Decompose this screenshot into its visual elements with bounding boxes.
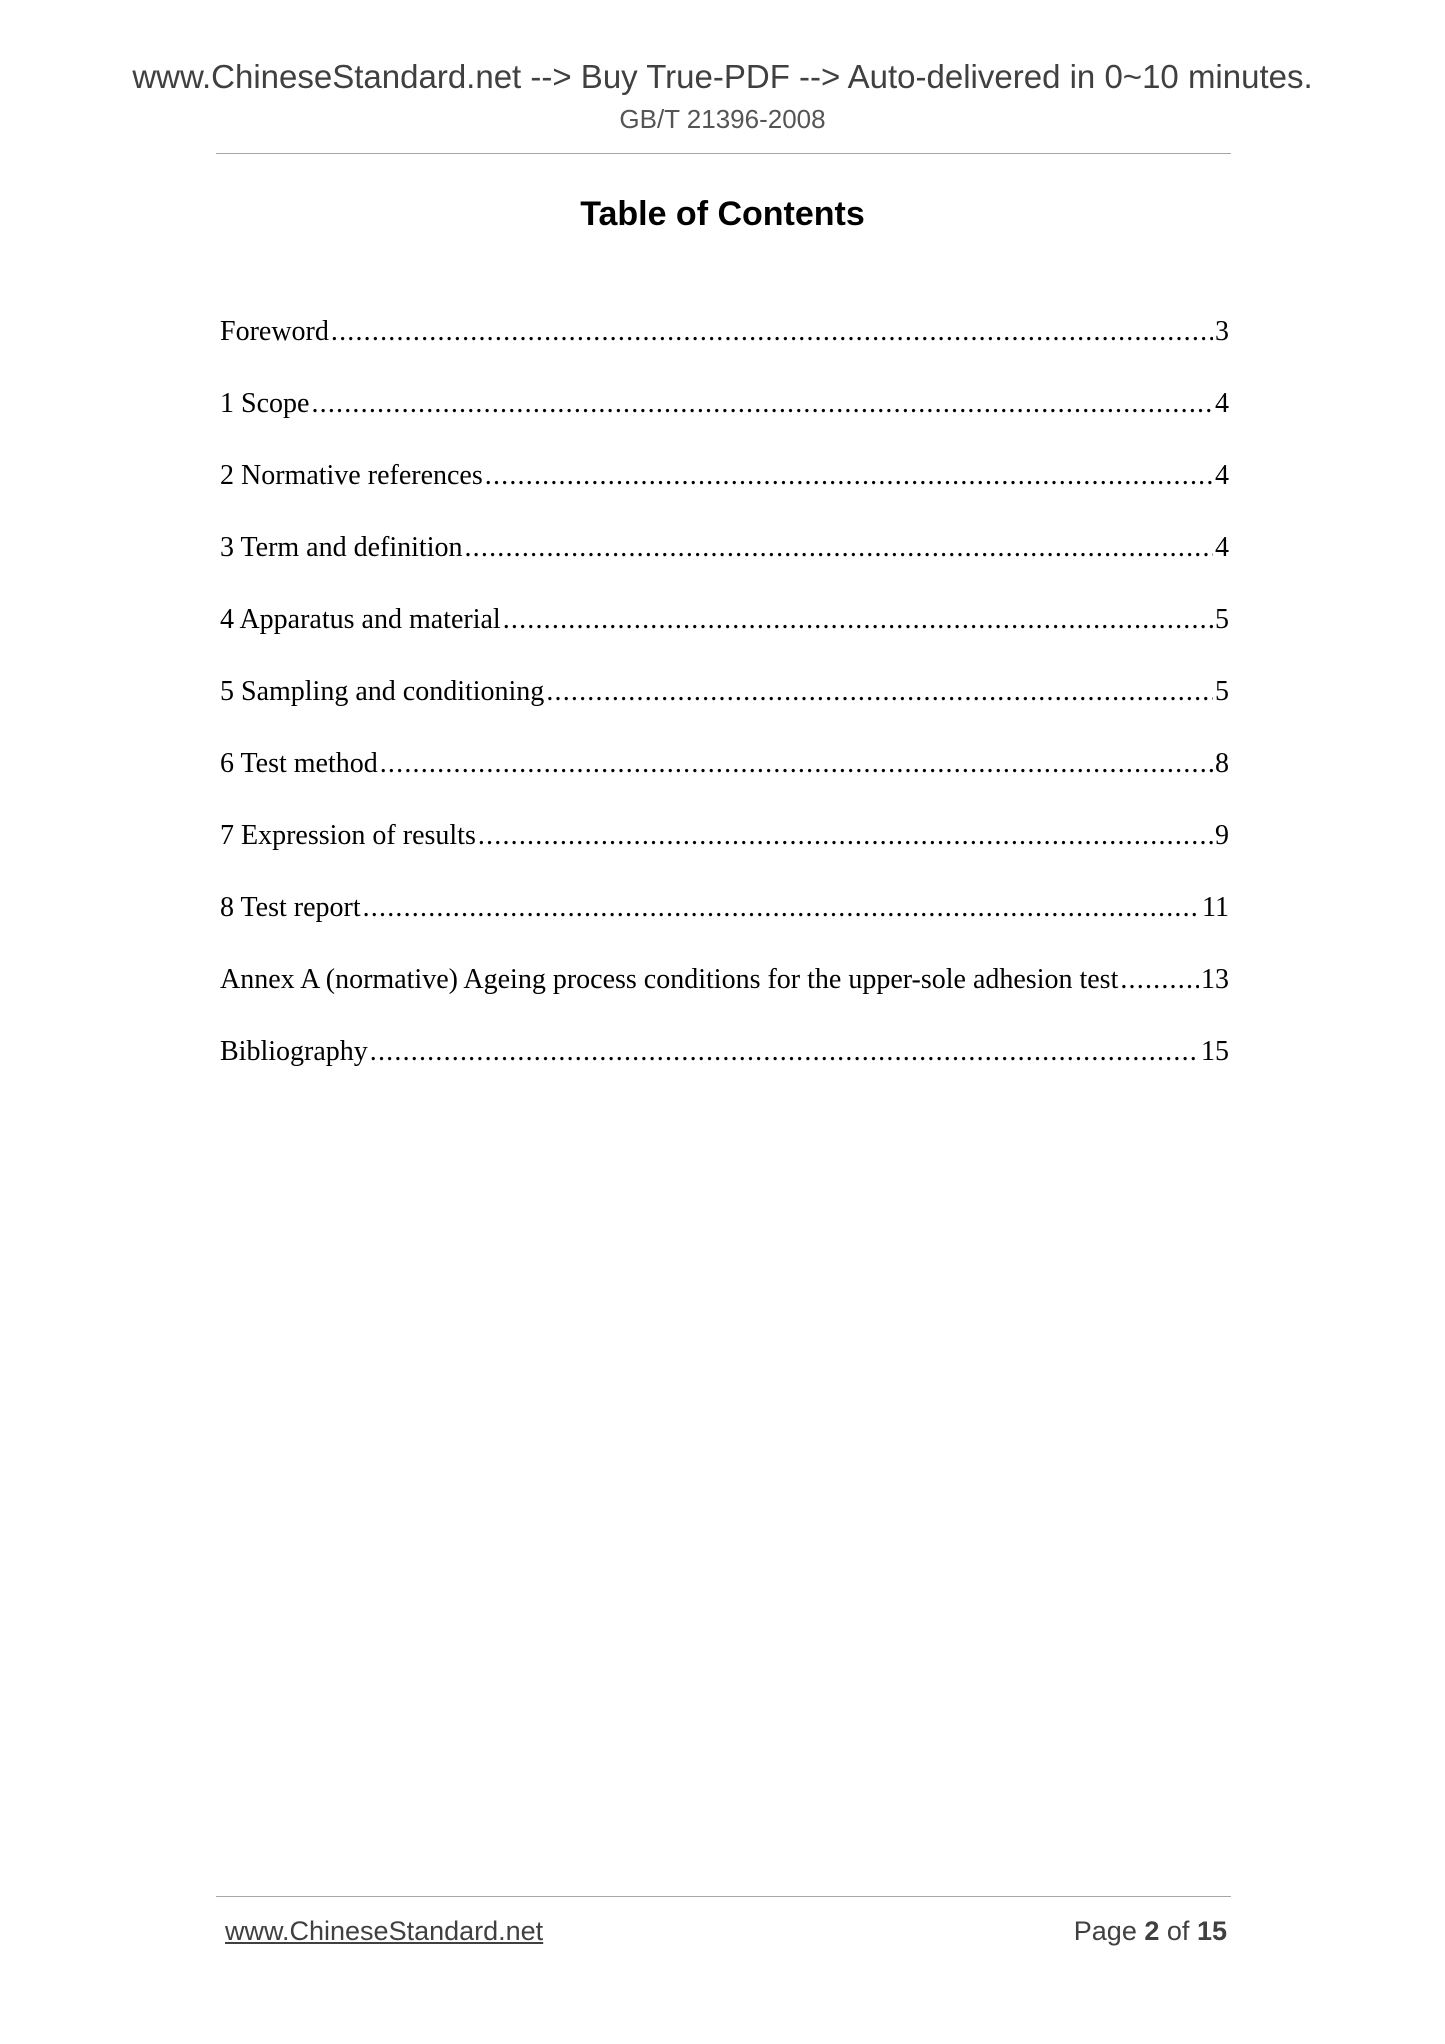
page-prefix: Page [1073, 1916, 1137, 1946]
toc-item-label: Foreword [220, 316, 329, 347]
toc-item-label: 3 Term and definition [220, 532, 463, 563]
header-divider [216, 153, 1231, 154]
toc-leader-dots [311, 384, 1213, 424]
toc-item-label: 7 Expression of results [220, 820, 476, 851]
toc-leader-dots [363, 888, 1200, 928]
toc-item-foreword[interactable] [220, 312, 1229, 384]
toc-item-scope[interactable] [220, 384, 1229, 456]
toc-item-label: Bibliography [220, 1036, 368, 1067]
toc-item-page: 4 [1215, 532, 1229, 563]
toc-item-page: 4 [1215, 460, 1229, 491]
toc-leader-dots [331, 312, 1213, 352]
toc-item-label: 2 Normative references [220, 460, 483, 491]
toc-item-page: 8 [1215, 748, 1229, 779]
toc-leader-dots [503, 600, 1213, 640]
page-counter [1074, 1914, 1227, 1948]
footer-site-link[interactable]: www.ChineseStandard.net [225, 1916, 544, 1946]
toc-item-normative-references[interactable] [220, 456, 1229, 528]
toc-item-sampling-and-conditioning[interactable] [220, 672, 1229, 744]
page-current: 2 [1144, 1916, 1160, 1946]
toc-item-page: 4 [1215, 388, 1229, 419]
toc-item-page: 11 [1202, 892, 1229, 923]
toc-item-label: 5 Sampling and conditioning [220, 676, 545, 707]
toc-leader-dots [380, 744, 1213, 784]
toc-item-page: 15 [1201, 1036, 1229, 1067]
toc-item-expression-of-results[interactable] [220, 816, 1229, 888]
toc-leader-dots [546, 672, 1213, 712]
toc-item-test-report[interactable] [220, 888, 1229, 960]
toc-item-page: 5 [1215, 604, 1229, 635]
toc-item-label: 1 Scope [220, 388, 310, 419]
toc-item-test-method[interactable] [220, 744, 1229, 816]
page-of: of [1166, 1916, 1190, 1946]
toc-item-annex-a[interactable] [220, 960, 1229, 1032]
toc-leader-dots [485, 456, 1213, 496]
toc-list [220, 312, 1229, 1104]
footer-divider [216, 1896, 1231, 1897]
standard-number: GB/T 21396-2008 [619, 104, 826, 134]
toc-item-label: Annex A (normative) Ageing process conditions for the upper-sole adhesion test [220, 964, 1119, 995]
toc-item-label: 8 Test report [220, 892, 361, 923]
toc-leader-dots [370, 1032, 1199, 1072]
toc-item-bibliography[interactable] [220, 1032, 1229, 1104]
toc-item-page: 5 [1215, 676, 1229, 707]
toc-leader-dots [464, 528, 1213, 568]
toc-item-page: 9 [1215, 820, 1229, 851]
toc-title: Table of Contents [580, 195, 865, 233]
toc-item-label: 6 Test method [220, 748, 378, 779]
page-total: 15 [1196, 1916, 1227, 1946]
toc-item-label: 4 Apparatus and material [220, 604, 501, 635]
header-banner: www.ChineseStandard.net --> Buy True-PDF --> Auto-delivered in 0~10 minutes. [132, 58, 1313, 95]
toc-item-apparatus-and-material[interactable] [220, 600, 1229, 672]
toc-item-page: 13 [1201, 964, 1229, 995]
toc-leader-dots [1120, 960, 1199, 1000]
toc-leader-dots [478, 816, 1213, 856]
toc-item-term-and-definition[interactable] [220, 528, 1229, 600]
toc-item-page: 3 [1215, 316, 1229, 347]
